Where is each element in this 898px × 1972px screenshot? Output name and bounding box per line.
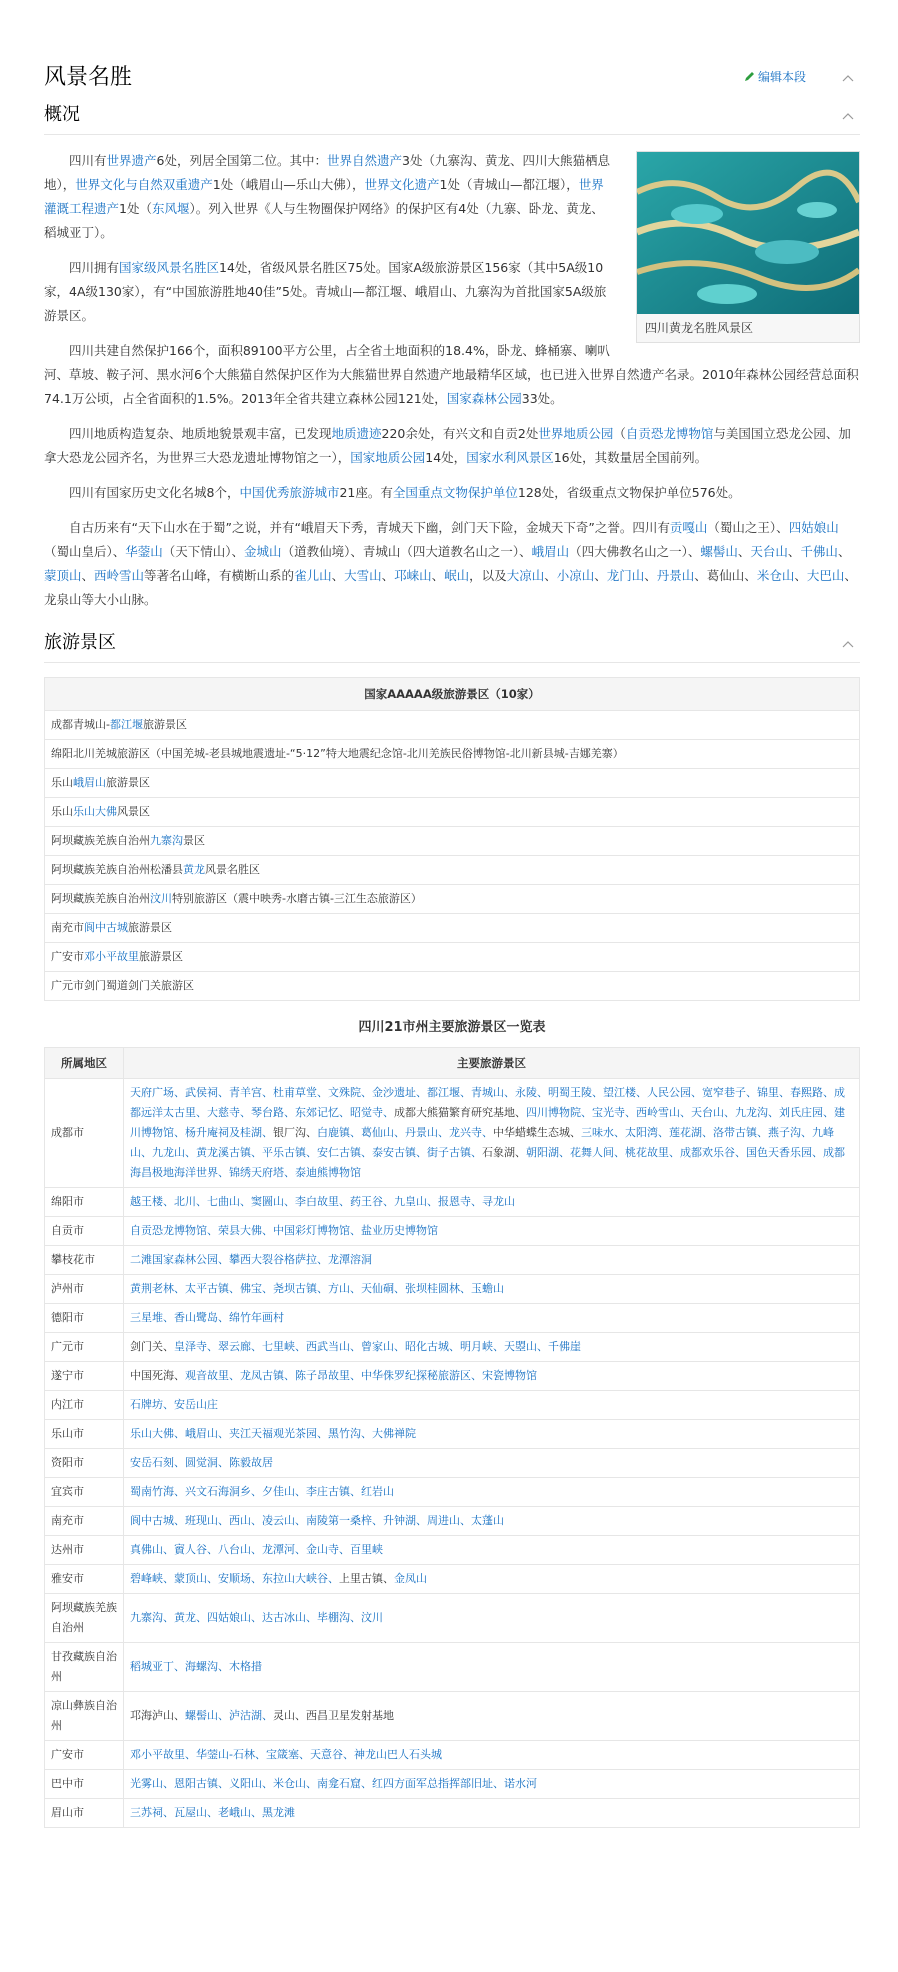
- spots-cell: [124, 1391, 860, 1420]
- inline-link[interactable]: 世界自然遗产: [327, 153, 403, 168]
- subsection-title: 旅游景区: [44, 632, 116, 653]
- edit-label: 编辑本段: [757, 70, 806, 84]
- table-row: [45, 740, 860, 769]
- table-row: [45, 1246, 860, 1275]
- collapse-caret-icon[interactable]: [842, 640, 854, 648]
- collapse-caret-icon[interactable]: [842, 74, 854, 82]
- inline-link[interactable]: 米仓山: [756, 568, 795, 583]
- text-run: 、: [381, 568, 395, 583]
- table-row: [45, 769, 860, 798]
- table-row: [45, 885, 860, 914]
- inline-link[interactable]: 螺髻山、泸沽湖、: [185, 1709, 273, 1722]
- text-run: 银厂沟、: [273, 1126, 317, 1139]
- table-cell: [45, 798, 860, 827]
- table-row: [45, 1643, 860, 1692]
- text-run: 、: [544, 568, 557, 583]
- text-run: 16处，其数量居全国前列。: [553, 450, 708, 465]
- inline-link[interactable]: 乐山大佛、峨眉山、夹江天福观光茶园、黑竹沟、大佛禅院: [130, 1427, 416, 1440]
- figure-caption: 四川黄龙名胜风景区: [637, 314, 859, 342]
- text-run: 灵山、西昌卫星发射基地: [273, 1709, 394, 1722]
- spots-cell: [124, 1217, 860, 1246]
- inline-link[interactable]: 世界灌溉工程遗产: [44, 177, 604, 216]
- text-run: 旅游景区: [139, 950, 183, 963]
- region-cell: 广元市: [45, 1333, 124, 1362]
- spots-cell: [124, 1594, 860, 1643]
- spots-cell: [124, 1079, 860, 1188]
- table-cell: [45, 769, 860, 798]
- text-run: 阿坝藏族羌族自治州松潘县: [51, 863, 183, 876]
- inline-link[interactable]: 石牌坊、安岳山庄: [130, 1398, 218, 1411]
- inline-link[interactable]: 阆中古城、班现山、西山、凌云山、南陵第一桑梓、升钟湖、周进山、太蓬山: [130, 1514, 504, 1527]
- text-run: 成都青城山-: [51, 718, 110, 731]
- section-header: [44, 58, 860, 98]
- inline-link[interactable]: 邓小平故里: [84, 950, 139, 963]
- table-row: [45, 1536, 860, 1565]
- table-cell: [45, 711, 860, 740]
- paragraph: [44, 339, 860, 411]
- aaaaa-table: [44, 677, 860, 1001]
- inline-link[interactable]: 千佛山: [800, 544, 838, 559]
- table-row: [45, 1333, 860, 1362]
- inline-link[interactable]: 东风堰: [151, 201, 190, 216]
- column-header-region: 所属地区: [45, 1048, 124, 1079]
- text-run: 成都大熊猫繁育研究基地、: [394, 1106, 526, 1119]
- inline-link[interactable]: 金凤山: [394, 1572, 427, 1585]
- inline-link[interactable]: 大凉山: [506, 568, 545, 583]
- inline-link[interactable]: 小凉山: [556, 568, 595, 583]
- column-header-spots: 主要旅游景区: [124, 1048, 860, 1079]
- inline-link[interactable]: 世界文化遗产: [364, 177, 440, 192]
- paragraph: [44, 422, 860, 470]
- text-run: ）。列入世界《人与生物圈保护网络》的保护区有4处（九寨、卧龙、黄龙、稻城亚丁）。: [44, 201, 604, 240]
- inline-link[interactable]: 贡嘎山: [669, 520, 708, 535]
- subsection-title: 概况: [44, 104, 80, 125]
- text-run: （天下情山）、: [162, 544, 245, 559]
- inline-link[interactable]: 自贡恐龙博物馆、荣县大佛、中国彩灯博物馆、盐业历史博物馆: [130, 1224, 438, 1237]
- region-cell: 遂宁市: [45, 1362, 124, 1391]
- inline-link[interactable]: 世界遗产: [106, 153, 157, 168]
- table-row: [45, 1362, 860, 1391]
- region-cell: 内江市: [45, 1391, 124, 1420]
- inline-link[interactable]: 全国重点文物保护单位: [392, 485, 518, 500]
- spots-cell: [124, 1536, 860, 1565]
- text-run: 四川共建自然保护166个，面积89100平方公里，占全省土地面积的18.4%，卧龙、蜂桶寨、喇叭河、草坡、鞍子河、黑水河6个大熊猫自然保护区作为大熊猫世界自然遗产地最精华区域，也已进入世界自然遗产名录。2010年森林公园经营总面积74.1万公顷，占全省面积的1.5%。2013年全省共建立森林公园121处，: [44, 343, 859, 406]
- table-row: [45, 943, 860, 972]
- table-row: [45, 1478, 860, 1507]
- paragraph: [44, 481, 860, 505]
- table-row: [45, 1217, 860, 1246]
- region-cell: 德阳市: [45, 1304, 124, 1333]
- huanglong-photo[interactable]: [637, 152, 859, 314]
- text-run: 33处。: [521, 391, 563, 406]
- text-run: 14处，省级风景名胜区75处。国家A级旅游景区156家（其中5A级10家，4A级130家），有“中国旅游胜地40佳”5处。青城山—都江堰、峨眉山、九寨沟为首批国家5A级旅游景区。: [44, 260, 607, 323]
- region-cell: 达州市: [45, 1536, 124, 1565]
- region-cell: 宜宾市: [45, 1478, 124, 1507]
- inline-link[interactable]: 华蓥山: [125, 544, 163, 559]
- paragraph: [44, 516, 860, 612]
- inline-link[interactable]: 稻城亚丁、海螺沟、木格措: [130, 1660, 262, 1673]
- spots-cell: [124, 1643, 860, 1692]
- region-cell: 泸州市: [45, 1275, 124, 1304]
- table-row: [45, 1565, 860, 1594]
- text-run: （: [613, 426, 626, 441]
- inline-link[interactable]: 蜀南竹海、兴文石海洞乡、夕佳山、李庄古镇、红岩山: [130, 1485, 394, 1498]
- inline-link[interactable]: 九寨沟、黄龙、四姑娘山、达古冰山、毕棚沟、汶川: [130, 1611, 383, 1624]
- inline-link[interactable]: 二滩国家森林公园、攀西大裂谷格萨拉、龙潭溶洞: [130, 1253, 372, 1266]
- spots-cell: [124, 1741, 860, 1770]
- text-run: 上里古镇、: [339, 1572, 394, 1585]
- region-cell: 南充市: [45, 1507, 124, 1536]
- inline-link[interactable]: 真佛山、賨人谷、八台山、龙潭河、金山寺、百里峡: [130, 1543, 383, 1556]
- text-run: 乐山: [51, 805, 73, 818]
- text-run: 石象湖、: [482, 1146, 526, 1159]
- inline-link[interactable]: 黄荆老林、太平古镇、佛宝、尧坝古镇、方山、天仙硐、张坝桂圆林、玉蟾山: [130, 1282, 504, 1295]
- text-run: 、: [431, 568, 445, 583]
- table-row: [45, 1449, 860, 1478]
- table-row: [45, 827, 860, 856]
- spots-cell: [124, 1449, 860, 1478]
- table-cell: [45, 740, 860, 769]
- table-row: [45, 798, 860, 827]
- text-run: 14处，: [425, 450, 467, 465]
- table-row: [45, 1188, 860, 1217]
- region-cell: 成都市: [45, 1079, 124, 1188]
- text-run: 、: [81, 568, 95, 583]
- text-run: 四川地质构造复杂、地质地貌景观丰富，已发现: [69, 426, 332, 441]
- spots-cell: [124, 1304, 860, 1333]
- region-cell: 乐山市: [45, 1420, 124, 1449]
- inline-link[interactable]: 国家级风景名胜区: [119, 260, 220, 275]
- text-run: 四川拥有: [69, 260, 120, 275]
- text-run: 、: [331, 568, 345, 583]
- text-run: 、龙泉山等大小山脉。: [44, 568, 857, 607]
- text-run: （蜀山之王）、: [707, 520, 789, 535]
- text-run: 、: [794, 568, 807, 583]
- text-run: 绵阳北川羌城旅游区（中国羌城-老县城地震遗址-“5·12”特大地震纪念馆-北川羌族民俗博物馆-北川新县城-吉娜羌寨）: [51, 747, 624, 760]
- inline-link[interactable]: 朝阳湖、花舞人间、桃花故里、成都欢乐谷、国色天香乐园、成都海昌极地海洋世界、锦绣天府塔、泰迪熊博物馆: [130, 1146, 845, 1179]
- table-caption: 四川21市州主要旅游景区一览表: [358, 1020, 546, 1035]
- inline-link[interactable]: 国家森林公园: [446, 391, 522, 406]
- table-row: [45, 1799, 860, 1828]
- inline-link[interactable]: 大雪山: [344, 568, 382, 583]
- region-cell: 广安市: [45, 1741, 124, 1770]
- table-row: [45, 1507, 860, 1536]
- region-cell: 凉山彝族自治州: [45, 1692, 124, 1741]
- inline-link[interactable]: 雀儿山: [294, 568, 332, 583]
- text-run: 、: [837, 544, 851, 559]
- figure[interactable]: [636, 151, 860, 343]
- text-run: 广安市: [51, 950, 84, 963]
- spots-cell: [124, 1333, 860, 1362]
- article: [44, 58, 860, 1828]
- region-cell: 资阳市: [45, 1449, 124, 1478]
- text-run: 南充市: [51, 921, 84, 934]
- spots-cell: [124, 1692, 860, 1741]
- section-title: 风景名胜: [44, 65, 133, 90]
- text-run: 四川有国家历史文化名城8个，: [69, 485, 240, 500]
- inline-link[interactable]: 邛崃山: [394, 568, 432, 583]
- inline-link[interactable]: 岷山: [444, 568, 470, 583]
- table-row: [45, 1275, 860, 1304]
- table-row: [45, 856, 860, 885]
- inline-link[interactable]: 峨眉山: [73, 776, 106, 789]
- text-run: 旅游景区: [128, 921, 172, 934]
- subsection-header-tourism: [44, 626, 860, 663]
- table-row: [45, 711, 860, 740]
- edit-section-button[interactable]: [744, 68, 806, 85]
- inline-link[interactable]: 三苏祠、瓦屋山、老峨山、黑龙滩: [130, 1806, 295, 1819]
- text-run: 乐山: [51, 776, 73, 789]
- text-run: 阿坝藏族羌族自治州: [51, 834, 150, 847]
- inline-link[interactable]: 世界地质公园: [538, 426, 614, 441]
- text-run: 风景区: [117, 805, 150, 818]
- inline-link[interactable]: 地质遗迹: [331, 426, 382, 441]
- spots-cell: [124, 1565, 860, 1594]
- text-run: 自古历来有“天下山水在于蜀”之说，并有“峨眉天下秀，青城天下幽，剑门天下险，金城天下奇”之誉。四川有: [69, 520, 670, 535]
- table-row: [45, 1304, 860, 1333]
- text-run: 1处（青城山—都江堰），: [439, 177, 579, 192]
- inline-link[interactable]: 龙门山: [606, 568, 645, 583]
- region-cell: 阿坝藏族羌族自治州: [45, 1594, 124, 1643]
- text-run: 中华蜡蝶生态城、: [493, 1126, 581, 1139]
- inline-link[interactable]: 天府广场、武侯祠、青羊宫、杜甫草堂、文殊院、金沙遗址、都江堰、青城山、永陵、明蜀王陵、望江楼、人民公园、宽窄巷子、锦里、春熙路、成都远洋太古里、大慈寺、琴台路、东郊记忆、昭觉寺、: [130, 1086, 845, 1119]
- collapse-caret-icon[interactable]: [842, 112, 854, 120]
- text-run: 21座。有: [339, 485, 393, 500]
- inline-link[interactable]: 天台山: [750, 544, 788, 559]
- table-row: [45, 1594, 860, 1643]
- table-row: [45, 1420, 860, 1449]
- region-cell: 绵阳市: [45, 1188, 124, 1217]
- text-run: 128处，省级重点文物保护单位576处。: [517, 485, 741, 500]
- text-run: 风景名胜区: [205, 863, 260, 876]
- text-run: 等著名山峰，有横断山系的: [144, 568, 295, 583]
- inline-link[interactable]: 金城山: [244, 544, 282, 559]
- text-run: 景区: [183, 834, 205, 847]
- inline-link[interactable]: 丹景山: [656, 568, 695, 583]
- inline-link[interactable]: 邓小平故里、华蓥山-石林、宝箴塞、天意谷、神龙山巴人石头城: [130, 1748, 442, 1761]
- text-run: 、: [787, 544, 801, 559]
- table-row: [45, 1741, 860, 1770]
- text-run: 与美国国立恐龙公园、加拿大恐龙公园齐名，为世界三大恐龙遗址博物馆之一），: [44, 426, 851, 465]
- spots-cell: [124, 1478, 860, 1507]
- region-cell: 眉山市: [45, 1799, 124, 1828]
- inline-link[interactable]: 汶川: [150, 892, 172, 905]
- table-row: [45, 1770, 860, 1799]
- inline-link[interactable]: 蒙顶山: [44, 568, 82, 583]
- text-run: 3处（九寨沟、黄龙、四川大熊猫栖息地），: [44, 153, 610, 192]
- inline-link[interactable]: 三味水、太阳湾、莲花湖、洛带古镇、燕子沟、九峰山、九龙山、黄龙溪古镇、平乐古镇、安仁古镇、泰安古镇、街子古镇、: [130, 1126, 834, 1159]
- region-cell: 雅安市: [45, 1565, 124, 1594]
- region-cell: 巴中市: [45, 1770, 124, 1799]
- inline-link[interactable]: 大巴山: [806, 568, 845, 583]
- spots-cell: [124, 1362, 860, 1391]
- spots-cell: [124, 1420, 860, 1449]
- inline-link[interactable]: 黄龙: [183, 863, 205, 876]
- table-row: [45, 972, 860, 1001]
- inline-link[interactable]: 碧峰峡、蒙顶山、安顺场、东拉山大峡谷、: [130, 1572, 339, 1585]
- text-run: 中国死海、: [130, 1369, 185, 1382]
- inline-link[interactable]: 阆中古城: [84, 921, 128, 934]
- text-run: 1处（峨眉山—乐山大佛），: [212, 177, 365, 192]
- city-spots-table: [44, 1047, 860, 1828]
- inline-link[interactable]: 国家水利风景区: [466, 450, 554, 465]
- text-run: 220余处，有兴文和自贡2处: [381, 426, 539, 441]
- inline-link[interactable]: 乐山大佛: [73, 805, 117, 818]
- inline-link[interactable]: 西岭雪山: [94, 568, 145, 583]
- table-cell: [45, 972, 860, 1001]
- inline-link[interactable]: 世界文化与自然双重遗产: [75, 177, 213, 192]
- text-run: 旅游景区: [142, 718, 187, 731]
- text-run: ，以及: [469, 568, 507, 583]
- spots-cell: [124, 1188, 860, 1217]
- inline-link[interactable]: 白鹿镇、葛仙山、丹景山、龙兴寺、: [317, 1126, 493, 1139]
- region-cell: 自贡市: [45, 1217, 124, 1246]
- table-header: 国家AAAAA级旅游景区（10家）: [45, 678, 860, 711]
- region-cell: 攀枝花市: [45, 1246, 124, 1275]
- inline-link[interactable]: 观音故里、龙凤古镇、陈子昂故里、中华侏罗纪探秘旅游区、宋瓷博物馆: [185, 1369, 537, 1382]
- inline-link[interactable]: 光雾山、恩阳古镇、义阳山、米仓山、南龛石窟、红四方面军总指挥部旧址、诺水河: [130, 1777, 537, 1790]
- text-run: （蜀山皇后）、: [44, 544, 126, 559]
- spots-cell: [124, 1770, 860, 1799]
- text-run: 1处（: [119, 201, 152, 216]
- text-run: 阿坝藏族羌族自治州: [51, 892, 150, 905]
- text-run: 、葛仙山、: [694, 568, 757, 583]
- inline-link[interactable]: 越王楼、北川、七曲山、窦圌山、李白故里、药王谷、九皇山、报恩寺、寻龙山: [130, 1195, 515, 1208]
- pencil-icon: [744, 70, 756, 82]
- subsection-header-overview: [44, 98, 860, 135]
- table-cell: [45, 856, 860, 885]
- table-cell: [45, 827, 860, 856]
- inline-link[interactable]: 四姑娘山: [788, 520, 839, 535]
- inline-link[interactable]: 皇泽寺、翠云廊、七里峡、西武当山、曾家山、昭化古城、明月峡、天曌山、千佛崖: [174, 1340, 581, 1353]
- table-cell: [45, 885, 860, 914]
- inline-link[interactable]: 螺髻山: [700, 544, 738, 559]
- table-row: [45, 1692, 860, 1741]
- inline-link[interactable]: 三星堆、香山鹭岛、绵竹年画村: [130, 1311, 284, 1324]
- text-run: （四大佛教名山之一）、: [569, 544, 701, 559]
- spots-cell: [124, 1246, 860, 1275]
- region-cell: 甘孜藏族自治州: [45, 1643, 124, 1692]
- spots-cell: [124, 1507, 860, 1536]
- text-run: （道教仙境）、青城山（四大道教名山之一）、: [281, 544, 532, 559]
- table-cell: [45, 914, 860, 943]
- table-row: [45, 1079, 860, 1188]
- text-run: 四川有: [69, 153, 107, 168]
- text-run: 特别旅游区（震中映秀-水磨古镇-三江生态旅游区）: [172, 892, 422, 905]
- inline-link[interactable]: 安岳石刻、圆觉洞、陈毅故居: [130, 1456, 273, 1469]
- table-cell: [45, 943, 860, 972]
- spots-cell: [124, 1275, 860, 1304]
- inline-link[interactable]: 峨眉山: [531, 544, 570, 559]
- text-run: 邛海泸山、: [130, 1709, 185, 1722]
- text-run: 6处，列居全国第二位。其中：: [156, 153, 327, 168]
- text-run: 、: [737, 544, 751, 559]
- text-run: 旅游景区: [106, 776, 150, 789]
- inline-link[interactable]: 都江堰: [109, 718, 143, 731]
- inline-link[interactable]: 中国优秀旅游城市: [239, 485, 340, 500]
- text-run: 、: [594, 568, 607, 583]
- text-run: 剑门关、: [130, 1340, 174, 1353]
- inline-link[interactable]: 国家地质公园: [350, 450, 426, 465]
- text-run: 、: [644, 568, 657, 583]
- inline-link[interactable]: 四川博物院、宝光寺、西岭雪山、天台山、九龙沟、刘氏庄园、建川博物馆、杨升庵祠及桂湖、: [130, 1106, 845, 1139]
- inline-link[interactable]: 自贡恐龙博物馆: [625, 426, 714, 441]
- spots-cell: [124, 1799, 860, 1828]
- table-row: [45, 914, 860, 943]
- table-row: [45, 1391, 860, 1420]
- text-run: 广元市剑门蜀道剑门关旅游区: [51, 979, 194, 992]
- inline-link[interactable]: 九寨沟: [150, 834, 183, 847]
